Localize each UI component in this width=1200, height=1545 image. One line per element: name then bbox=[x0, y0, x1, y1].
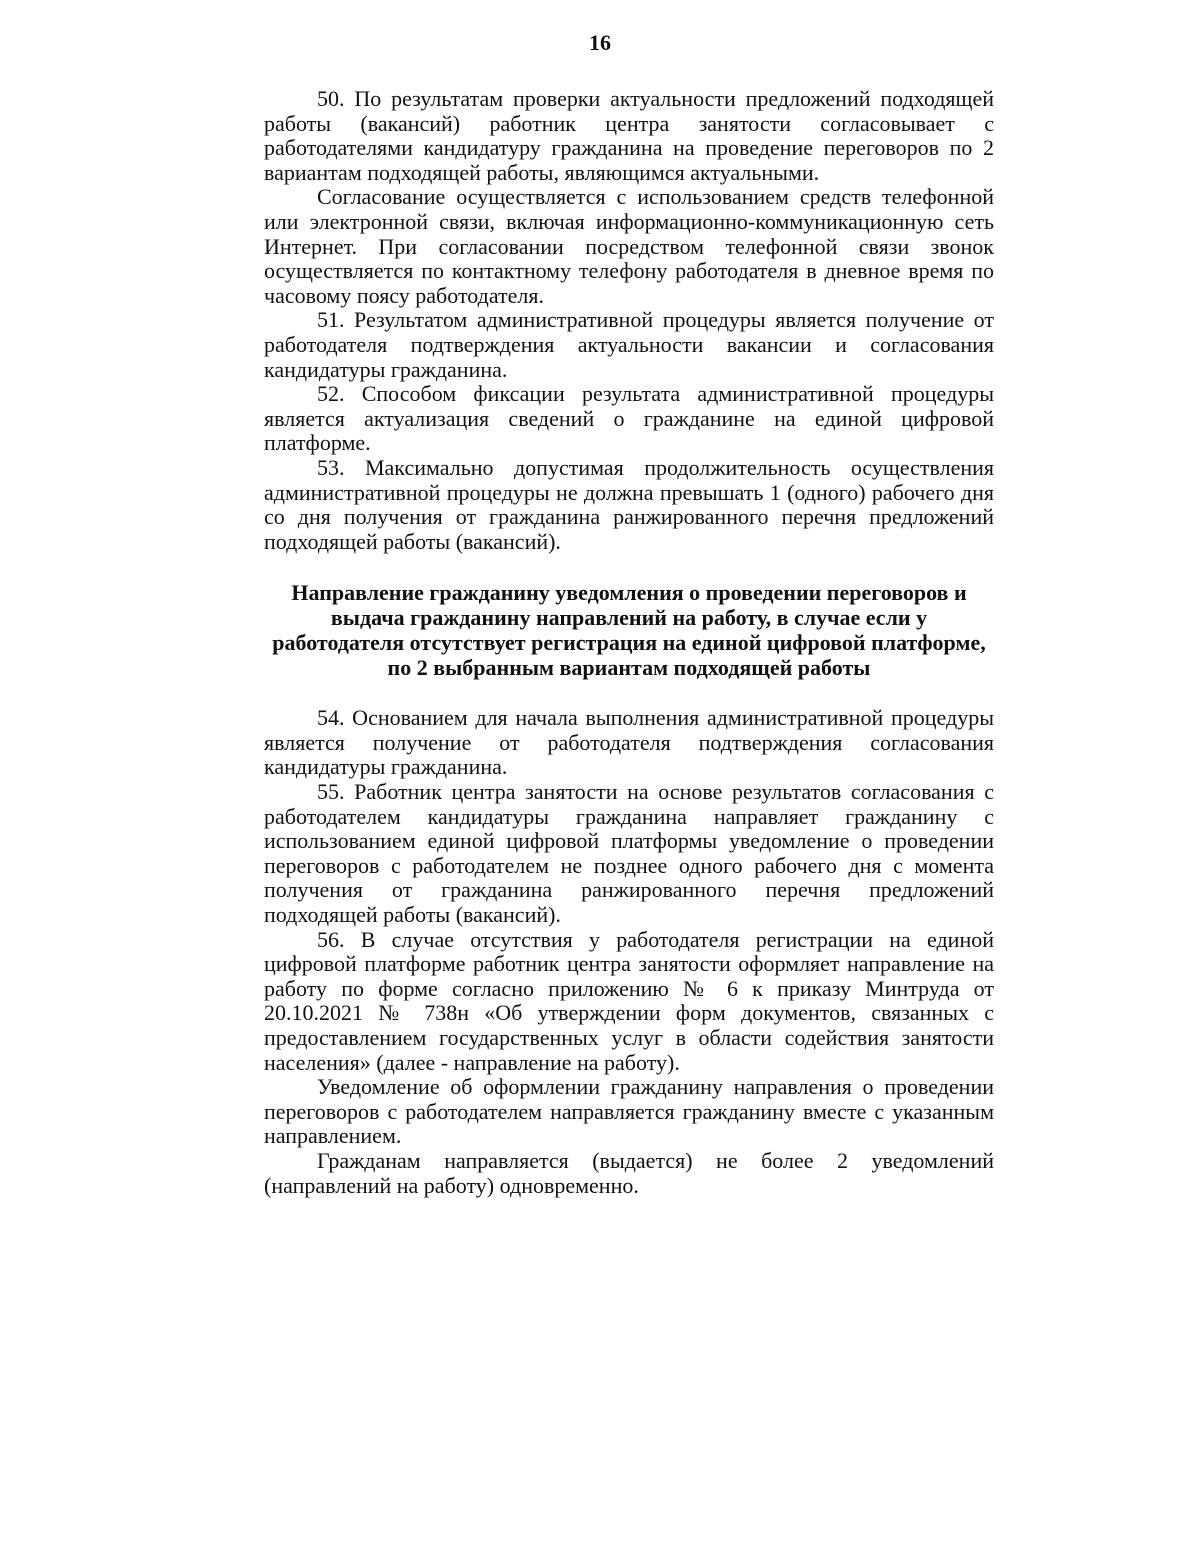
paragraph-51: 51. Результатом административной процедуры является получение от работодателя подтверждения актуальности вакансии и согласования кандидатуры гражданина. bbox=[264, 307, 994, 382]
paragraph-55: 55. Работник центра занятости на основе результатов согласования с работодателем кандидатуры гражданина направляет гражданину с использованием единой цифровой платформы уведомление о проведении переговоров с работодателем не позднее одного рабочего дня с момента получения от гражданина ранжированного перечня предложений подходящей работы (вакансий). bbox=[264, 779, 994, 928]
paragraph-54: 54. Основанием для начала выполнения административной процедуры является получение от работодателя подтверждения согласования кандидатуры гражданина. bbox=[264, 705, 994, 780]
paragraph-56: 56. В случае отсутствия у работодателя регистрации на единой цифровой платформе работник центра занятости оформляет направление на работу по форме согласно приложению № 6 к приказу Минтруда от 20.10.2021 № 738н «Об утверждении форм документов, связанных с предоставлением государственных услуг в области содействия занятости населения» (далее - направление на работу). bbox=[264, 926, 994, 1075]
paragraph-limit: Гражданам направляется (выдается) не более 2 уведомлений (направлений на работу) одновременно. bbox=[264, 1147, 994, 1198]
paragraph-approval-method: Согласование осуществляется с использованием средств телефонной или электронной связи, включая информационно-коммуникационную сеть Интернет. При согласовании посредством телефонной связи звонок осуществляется по контактному телефону работодателя в дневное время по часовому поясу работодателя. bbox=[264, 184, 994, 308]
paragraph-53: 53. Максимально допустимая продолжительность осуществления административной процедуры не должна превышать 1 (одного) рабочего дня со дня получения от гражданина ранжированного перечня предложений подходящей работы (вакансий). bbox=[264, 454, 994, 554]
document-body bbox=[264, 87, 994, 1198]
paragraph-notification: Уведомление об оформлении гражданину направления о проведении переговоров с работодателем направляется гражданину вместе с указанным направлением. bbox=[264, 1074, 994, 1149]
section-heading: Направление гражданину уведомления о проведении переговоров и выдача гражданину направлений на работу, в случае если у работодателя отсутствует регистрация на единой цифровой платформе, по 2 выбранным вариантам подходящей работы bbox=[272, 580, 986, 681]
paragraph-50: 50. По результатам проверки актуальности предложений подходящей работы (вакансий) работник центра занятости согласовывает с работодателями кандидатуру гражданина на проведение переговоров по 2 вариантам подходящей работы, являющимся актуальными. bbox=[264, 86, 994, 185]
page-number: 16 bbox=[589, 30, 611, 55]
paragraph-52: 52. Способом фиксации результата административной процедуры является актуализация сведений о гражданине на единой цифровой платформе. bbox=[264, 381, 994, 456]
